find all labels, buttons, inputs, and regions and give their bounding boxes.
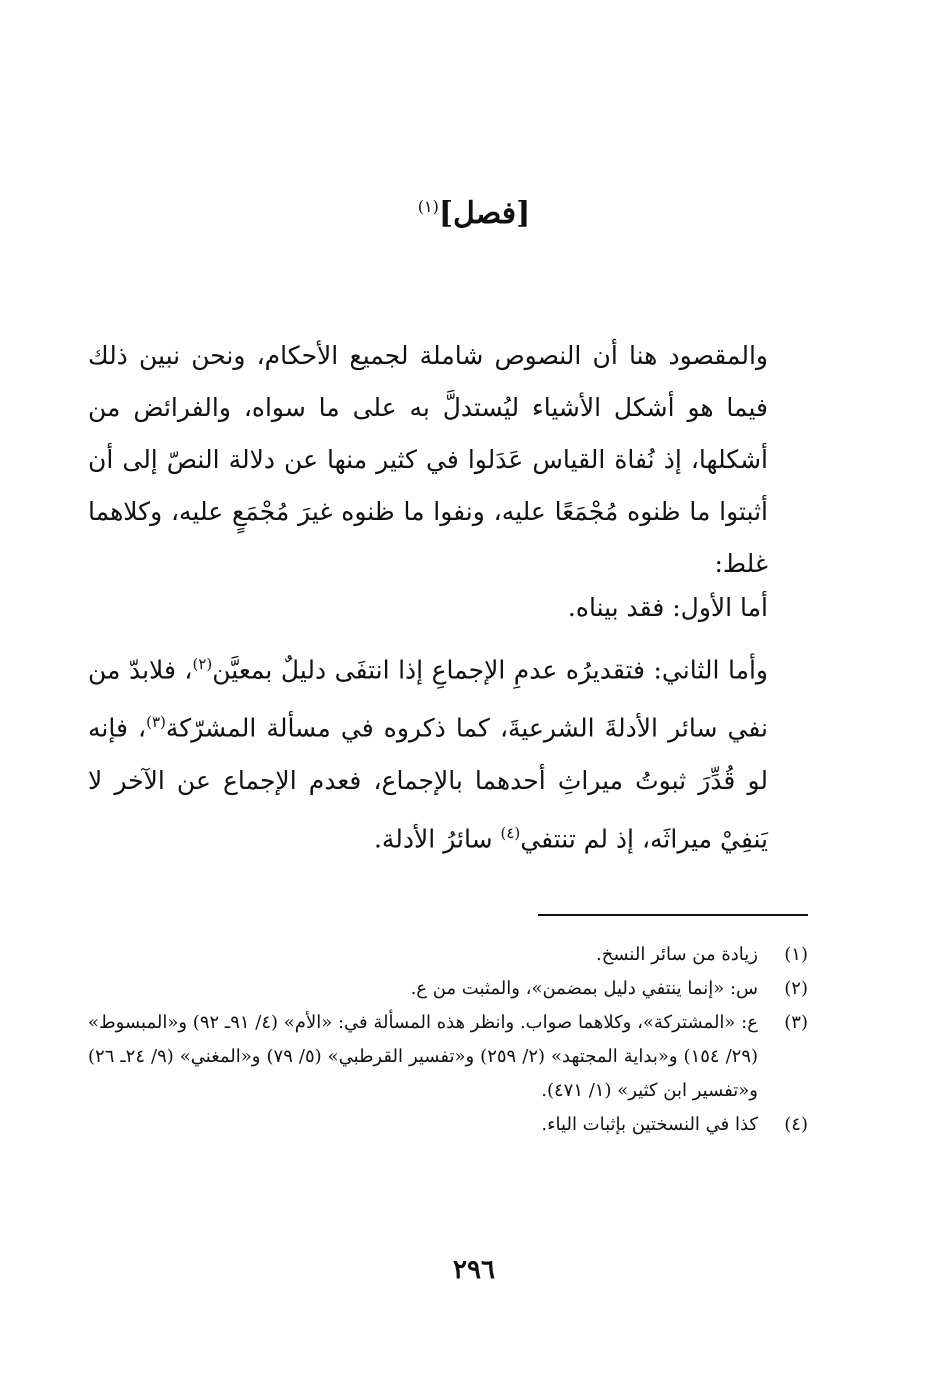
footnote-divider: [538, 914, 808, 916]
paragraph-segment: ، فإنه لو قُدِّرَ ثبوتُ ميراثِ أحدهما بالإجماع، فعدم الإجماع عن الآخر لا يَنفِيْ ميراثَه، إذ لم تنتفي: [88, 713, 768, 853]
footnote-ref: (٣): [146, 713, 166, 732]
paragraph-text: [88, 638, 808, 865]
footnote-ref: (٤): [500, 823, 521, 842]
footnote-number: (٢): [784, 978, 808, 999]
paragraph-segment: ، فلابدّ من نفي سائر الأدلةَ الشرعيةَ، كما ذكروه في مسألة المشرّكة: [88, 655, 768, 743]
paragraph-second-point: [88, 638, 808, 865]
footnote-item: [88, 972, 808, 1006]
footnote-item: [88, 938, 808, 972]
footnote-item: [88, 1108, 808, 1142]
footnote-ref: (٢): [192, 655, 213, 673]
footnote-item: [88, 1006, 808, 1108]
footnote-text: زيادة من سائر النسخ.: [596, 944, 758, 965]
footnotes: [88, 938, 808, 1142]
footnote-text: س: «إنما ينتفي دليل بمضمن»، والمثبت من ع.: [410, 978, 758, 999]
footnote-text: ع: «المشتركة»، وكلاهما صواب. وانظر هذه المسألة في: «الأم» (٤/ ٩١ـ ٩٢) و«المبسوط» (٢٩/ ١٥٤) و«بداية المجتهد» (٢/ ٢٥٩) و«تفسير القرطبي» (٥/ ٧٩) و«المغني» (٩/ ٢٤ـ ٢٦) و«تفسير ابن كثير» (١/ ٤٧١).: [88, 1012, 759, 1101]
paragraph-main: [88, 330, 808, 590]
section-title-text: [فصل]: [438, 196, 531, 231]
paragraph-text: أما الأول: فقد بيناه.: [567, 593, 768, 622]
page-number: ٢٩٦: [453, 1255, 495, 1285]
paragraph-segment: وأما الثاني: فتقديرُه عدمِ الإجماعِ إذا انتفَى دليلٌ بمعيَّن: [212, 655, 768, 685]
paragraph-segment: سائرُ الأدلة.: [373, 823, 501, 853]
section-title: [0, 196, 948, 231]
footnote-text: كذا في النسختين بإثبات الياء.: [541, 1114, 758, 1135]
paragraph-first-point: [88, 582, 808, 634]
footnote-ref: (١): [417, 197, 439, 216]
footnote-number: (٤): [784, 1114, 808, 1135]
paragraph-text: والمقصود هنا أن النصوص شاملة لجميع الأحكام، ونحن نبين ذلك فيما هو أشكل الأشياء ليُستدلَّ به على ما سواه، والفرائض من أشكلها، إذ نُفاة القياس عَدَلوا في كثير منها عن دلالة النصّ إلى أن أثبتوا ما ظنوه مُجْمَعًا عليه، ونفوا ما ظنوه غيرَ مُجْمَعٍ عليه، وكلاهما غلط:: [88, 341, 768, 578]
footnote-number: (١): [784, 944, 808, 965]
footnote-number: (٣): [784, 1012, 808, 1033]
